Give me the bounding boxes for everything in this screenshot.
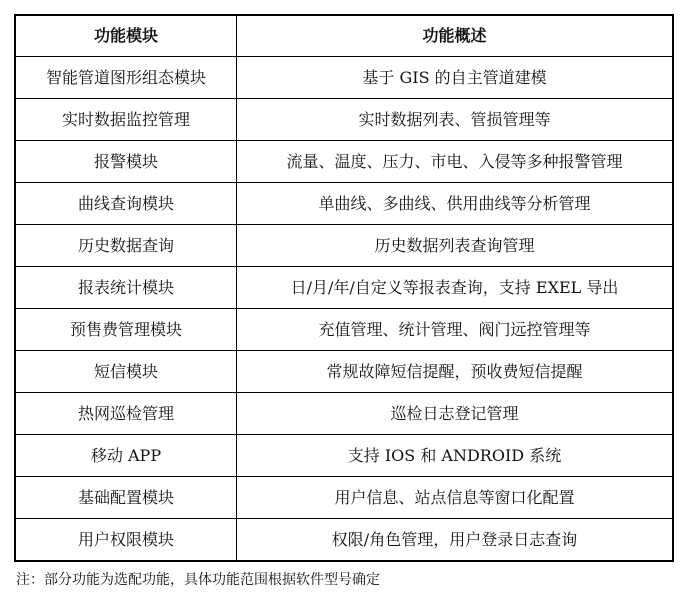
summary-cell: 基于 GIS 的自主管道建模 [237,57,674,99]
table-body [15,57,673,562]
table-row [15,57,673,99]
module-cell: 曲线查询模块 [15,183,237,225]
table-row [15,99,673,141]
table-row [15,309,673,351]
table-row [15,225,673,267]
module-cell: 短信模块 [15,351,237,393]
table-header [15,15,673,57]
module-cell: 基础配置模块 [15,477,237,519]
table-row [15,393,673,435]
module-cell: 实时数据监控管理 [15,99,237,141]
summary-cell: 实时数据列表、管损管理等 [237,99,674,141]
table-row [15,267,673,309]
summary-cell: 单曲线、多曲线、供用曲线等分析管理 [237,183,674,225]
module-cell: 热网巡检管理 [15,393,237,435]
table-row [15,435,673,477]
table-row [15,519,673,562]
summary-cell: 权限/角色管理，用户登录日志查询 [237,519,674,562]
summary-cell: 常规故障短信提醒，预收费短信提醒 [237,351,674,393]
module-cell: 移动 APP [15,435,237,477]
table-row [15,351,673,393]
function-table [14,14,674,562]
summary-cell: 历史数据列表查询管理 [237,225,674,267]
table-row [15,183,673,225]
module-cell: 报警模块 [15,141,237,183]
table-row [15,477,673,519]
summary-cell: 用户信息、站点信息等窗口化配置 [237,477,674,519]
summary-cell: 日/月/年/自定义等报表查询，支持 EXEL 导出 [237,267,674,309]
header-row [15,15,673,57]
header-module: 功能模块 [15,15,237,57]
table-row [15,141,673,183]
module-cell: 报表统计模块 [15,267,237,309]
module-cell: 用户权限模块 [15,519,237,562]
summary-cell: 支持 IOS 和 ANDROID 系统 [237,435,674,477]
module-cell: 历史数据查询 [15,225,237,267]
footnote: 注：部分功能为选配功能，具体功能范围根据软件型号确定 [16,572,380,588]
summary-cell: 流量、温度、压力、市电、入侵等多种报警管理 [237,141,674,183]
function-table-container [14,14,674,562]
summary-cell: 巡检日志登记管理 [237,393,674,435]
module-cell: 预售费管理模块 [15,309,237,351]
summary-cell: 充值管理、统计管理、阀门远控管理等 [237,309,674,351]
module-cell: 智能管道图形组态模块 [15,57,237,99]
header-summary: 功能概述 [237,15,674,57]
